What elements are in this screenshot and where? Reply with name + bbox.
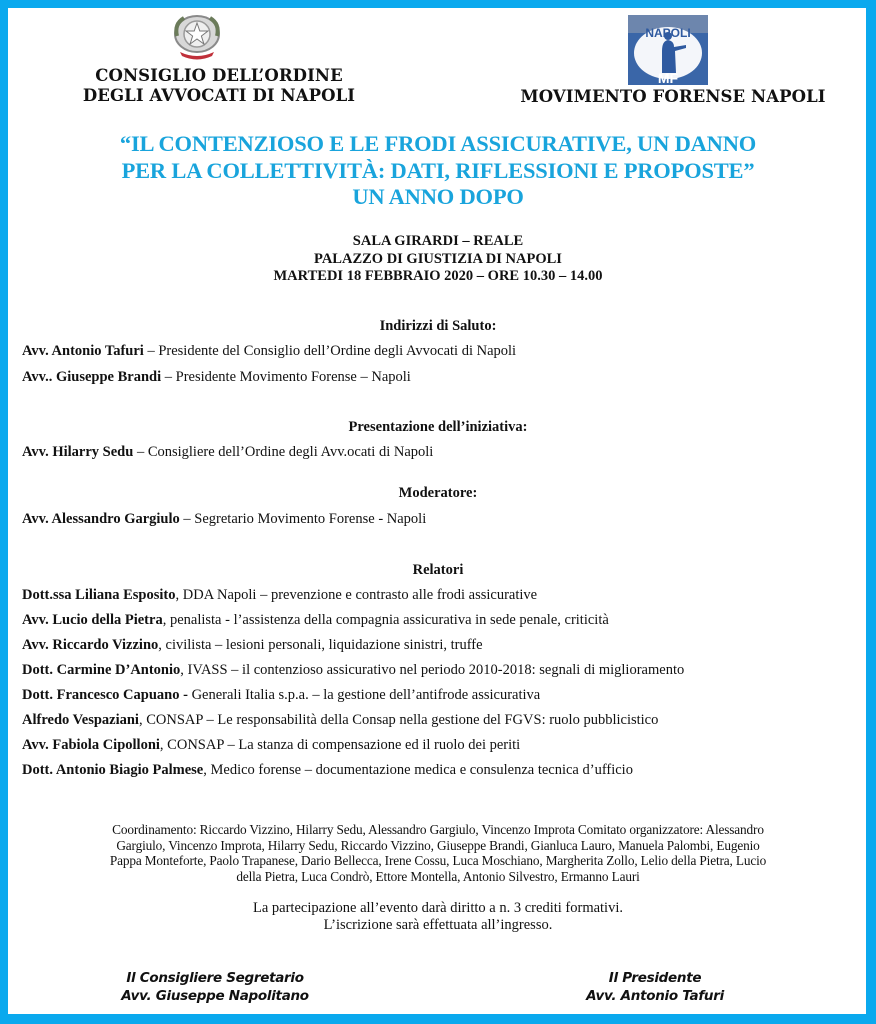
signature-left-name: Avv. Giuseppe Napolitano [121,988,309,1004]
left-org-line1: CONSIGLIO DELL’ORDINE [95,66,343,85]
venue-datetime: MARTEDI 18 FEBBRAIO 2020 – ORE 10.30 – 14.00 [273,268,603,284]
speaker-name: Avv. Riccardo Vizzino [22,637,159,653]
list-item [22,762,862,779]
registration-note: L’iscrizione sarà effettuata all’ingresso. [323,917,553,933]
speaker-name: Dott.ssa Liliana Esposito [22,587,176,603]
left-org-name [40,66,398,106]
event-title [20,131,856,211]
credits-note: La partecipazione all’evento darà diritto a n. 3 crediti formativi. [253,900,623,916]
list-item [22,369,862,386]
speaker-name: Avv.. Giuseppe Brandi [22,369,162,385]
speaker-topic: , IVASS – il contenzioso assicurativo nel periodo 2010-2018: segnali di miglioramento [180,662,685,678]
section-heading-presentazione: Presentazione dell’iniziativa: [348,419,528,435]
speaker-topic: , penalista - l’assistenza della compagnia assicurativa in sede penale, criticità [162,612,609,628]
event-venue [20,233,856,286]
speaker-name: Avv. Hilarry Sedu [22,444,134,460]
speaker-name: Dott. Francesco Capuano - [22,687,188,703]
title-line1: “IL CONTENZIOSO E LE FRODI ASSICURATIVE, UN DANNO [119,131,757,156]
signature-right-name: Avv. Antonio Tafuri [586,988,724,1004]
coordination-line1: Coordinamento: Riccardo Vizzino, Hilarry Sedu, Alessandro Gargiulo, Vincenzo Improta Comitato organizzatore: Alessandro [112,822,764,837]
speaker-topic: , DDA Napoli – prevenzione e contrasto alle frodi assicurative [175,587,538,603]
movimento-forense-logo-icon [628,15,708,85]
list-item [22,737,862,754]
signature-left-role: Il Consigliere Segretario [126,970,304,986]
speaker-topic: , CONSAP – Le responsabilità della Consap nella gestione del FGVS: ruolo pubblicistico [138,712,659,728]
section-heading-moderatore: Moderatore: [398,485,478,501]
list-item [22,343,862,360]
speaker-topic: , CONSAP – La stanza di compensazione ed il ruolo dei periti [159,737,521,753]
venue-room: SALA GIRARDI – REALE [352,233,524,249]
speaker-name: Avv. Fabiola Cipolloni [22,737,160,753]
coordination-line4: della Pietra, Luca Condrò, Ettore Montella, Antonio Silvestro, Ermanno Lauri [236,868,640,884]
venue-building: PALAZZO DI GIUSTIZIA DI NAPOLI [314,250,562,267]
event-notes [20,900,856,934]
signature-right-role: Il Presidente [608,970,702,986]
list-item [22,662,862,679]
speaker-topic: Generali Italia s.p.a. – la gestione dell’antifrode assicurativa [187,687,541,703]
logo-top-text: NAPOLI [645,26,691,40]
title-line2: PER LA COLLETTIVITÀ: DATI, RIFLESSIONI E PROPOSTE” [121,157,755,183]
left-org-line2: DEGLI AVVOCATI DI NAPOLI [82,86,356,105]
speaker-role: – Segretario Movimento Forense - Napoli [179,511,427,527]
signature-left [100,969,330,1005]
speaker-role: – Consigliere dell’Ordine degli Avv.ocati di Napoli [133,444,434,460]
signature-right [555,969,755,1005]
speaker-name: Avv. Antonio Tafuri [22,343,144,359]
right-org-name: MOVIMENTO FORENSE NAPOLI [520,87,826,106]
coordination-line2: Gargiulo, Vincenzo Improta, Hilarry Sedu, Riccardo Vizzino, Giuseppe Brandi, Gianluca Lauro, Manuela Palombi, Eugenio [116,837,760,853]
speaker-name: Alfredo Vespaziani [22,712,139,728]
section-heading-saluto: Indirizzi di Saluto: [379,318,497,334]
list-item [22,511,862,528]
list-item [22,712,862,729]
speaker-topic: , Medico forense – documentazione medica e consulenza tecnica d’ufficio [203,762,633,778]
speaker-role: – Presidente Movimento Forense – Napoli [161,369,411,385]
logo-bottom-text: MF [657,70,679,85]
speaker-role: – Presidente del Consiglio dell’Ordine degli Avvocati di Napoli [143,343,517,359]
list-item [22,587,862,604]
speaker-name: Dott. Carmine D’Antonio [22,662,181,678]
coordination-paragraph [18,822,858,884]
section-heading-relatori: Relatori [412,562,464,578]
speaker-topic: , civilista – lesioni personali, liquidazione sinistri, truffe [158,637,483,653]
title-line3: UN ANNO DOPO [352,184,524,209]
italian-republic-emblem-icon [168,14,226,64]
list-item [22,444,862,461]
speaker-name: Dott. Antonio Biagio Palmese [22,762,204,778]
list-item [22,637,862,654]
list-item [22,612,862,629]
speaker-name: Avv. Lucio della Pietra [22,612,163,628]
list-item [22,687,862,704]
speaker-name: Avv. Alessandro Gargiulo [22,511,180,527]
coordination-line3: Pappa Monteforte, Paolo Trapanese, Dario Bellecca, Irene Cossu, Luca Moschiano, Margherita Zollo, Lelio della Pietra, Lucio [109,853,767,868]
